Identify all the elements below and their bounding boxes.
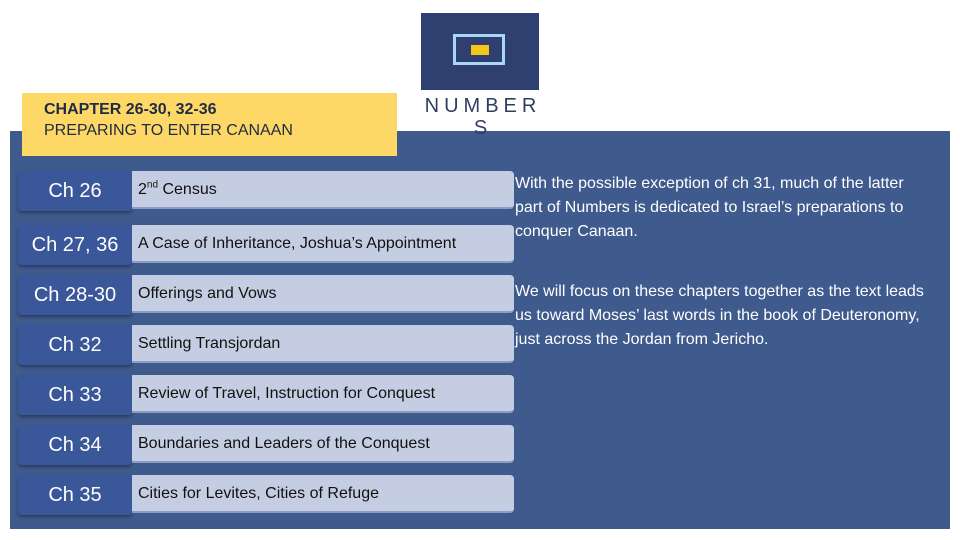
chapter-tab: Ch 35 bbox=[18, 475, 132, 515]
book-logo-icon bbox=[421, 13, 539, 90]
note-paragraph: With the possible exception of ch 31, much of the latter part of Numbers is dedicated to Israel’s preparations to conquer Canaan. bbox=[515, 175, 904, 240]
note-paragraph: We will focus on these chapters together as the text leads us toward Moses’ last words in the book of Deuteronomy, just across the Jordan from Jericho. bbox=[515, 283, 924, 348]
topic-ordinal-suffix: nd bbox=[146, 179, 159, 191]
book-name: NUMBERS bbox=[424, 95, 542, 139]
logo-frame bbox=[453, 34, 505, 65]
chapter-topic: A Case of Inheritance, Joshua’s Appointment bbox=[132, 225, 514, 263]
chapter-topic: Offerings and Vows bbox=[132, 275, 514, 313]
title-box bbox=[22, 93, 397, 156]
chapter-tab: Ch 33 bbox=[18, 375, 132, 415]
chapter-topic: Review of Travel, Instruction for Conquest bbox=[132, 375, 514, 413]
chapter-topic: Settling Transjordan bbox=[132, 325, 514, 363]
topic-text: Census bbox=[158, 181, 217, 198]
chapter-tab: Ch 28-30 bbox=[18, 275, 132, 315]
chapter-range-title: CHAPTER 26-30, 32-36 bbox=[44, 101, 217, 118]
chapter-tab: Ch 32 bbox=[18, 325, 132, 365]
topic-ordinal: 2 bbox=[138, 181, 147, 198]
chapter-tab: Ch 26 bbox=[18, 171, 132, 211]
chapter-tab: Ch 27, 36 bbox=[18, 225, 132, 265]
section-subtitle: PREPARING TO ENTER CANAAN bbox=[44, 122, 293, 139]
chapter-topic bbox=[132, 171, 514, 209]
logo-accent bbox=[471, 45, 489, 55]
chapter-topic: Boundaries and Leaders of the Conquest bbox=[132, 425, 514, 463]
chapter-topic: Cities for Levites, Cities of Refuge bbox=[132, 475, 514, 513]
chapter-tab: Ch 34 bbox=[18, 425, 132, 465]
